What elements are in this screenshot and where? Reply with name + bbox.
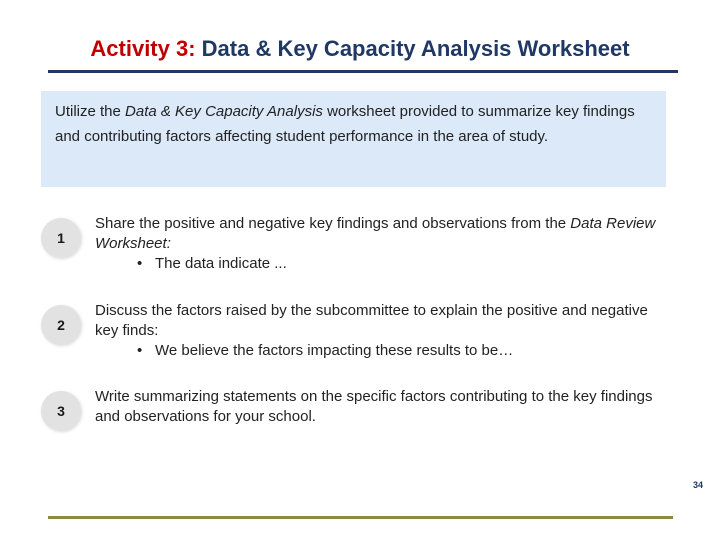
title-divider xyxy=(48,70,678,73)
intro-text-end: worksheet provided to summarize key findings and contributing factors affecting student performance in the area of study. xyxy=(55,103,635,145)
bullet-icon: • xyxy=(137,342,143,359)
page-number: 34 xyxy=(693,480,704,490)
footer-divider xyxy=(48,516,673,519)
bullet-text: We believe the factors impacting these results to be… xyxy=(155,342,514,359)
step-text xyxy=(95,301,665,361)
step-text xyxy=(95,214,665,274)
title-activity-label: Activity 3: xyxy=(90,36,196,61)
step-text xyxy=(95,387,665,427)
step-worksheet-name: Data Review Worksheet: xyxy=(95,215,656,252)
step-number-badge: 1 xyxy=(41,218,81,258)
step-number-badge: 2 xyxy=(41,305,81,345)
intro-worksheet-name: Data & Key Capacity Analysis xyxy=(125,103,323,120)
step-bullet xyxy=(95,254,665,274)
bullet-text: The data indicate ... xyxy=(155,255,287,272)
title-main-text: Data & Key Capacity Analysis Worksheet xyxy=(195,36,630,61)
bullet-icon: • xyxy=(137,255,143,272)
step-description: Write summarizing statements on the specific factors contributing to the key findings and observations for your school. xyxy=(95,388,653,425)
step-text-start: Share the positive and negative key findings and observations from the xyxy=(95,215,571,232)
intro-box xyxy=(41,91,666,187)
step-bullet xyxy=(95,341,665,361)
step-description xyxy=(95,214,665,254)
intro-text-start: Utilize the xyxy=(55,103,126,120)
slide-title xyxy=(0,36,720,62)
step-number-badge: 3 xyxy=(41,391,81,431)
step-description: Discuss the factors raised by the subcommittee to explain the positive and negative key finds: xyxy=(95,302,648,339)
